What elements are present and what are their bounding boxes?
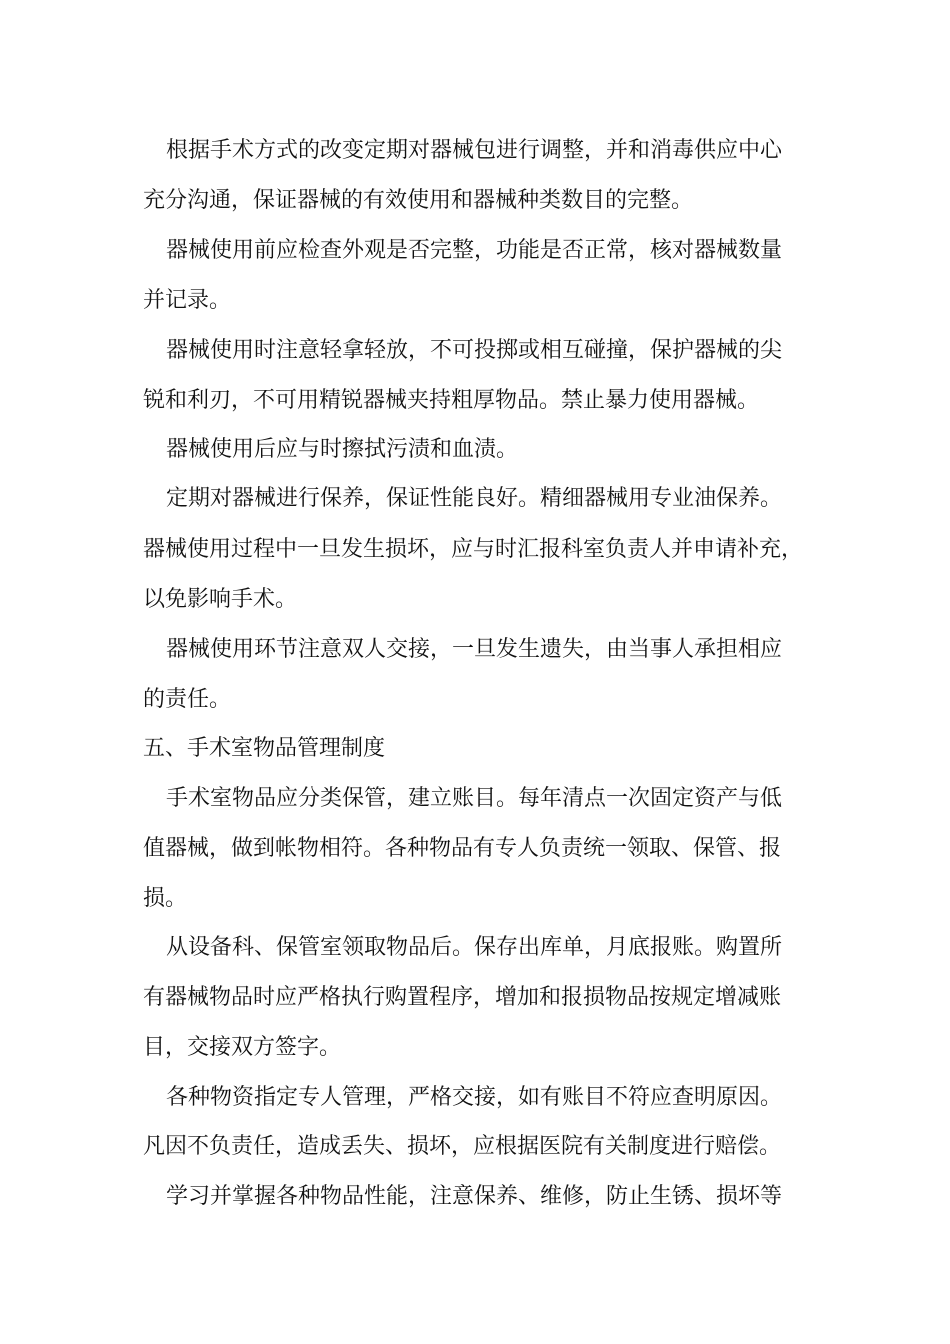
paragraph-line: 根据手术方式的改变定期对器械包进行调整，并和消毒供应中心 bbox=[166, 138, 783, 163]
paragraph-line: 凡因不负责任，造成丢失、损坏，应根据医院有关制度进行赔偿。 bbox=[143, 1134, 782, 1159]
paragraph-line: 以免影响手术。 bbox=[143, 587, 298, 612]
paragraph-line: 器械使用过程中一旦发生损坏，应与时汇报科室负责人并申请补充， bbox=[143, 537, 804, 562]
paragraph-line: 并记录。 bbox=[143, 288, 232, 313]
paragraph-line: 目，交接双方签字。 bbox=[143, 1035, 342, 1060]
paragraph-line: 充分沟通，保证器械的有效使用和器械种类数目的完整。 bbox=[143, 188, 694, 213]
paragraph-line: 锐和利刃，不可用精锐器械夹持粗厚物品。禁止暴力使用器械。 bbox=[143, 388, 760, 413]
paragraph-line: 器械使用环节注意双人交接，一旦发生遗失，由当事人承担相应 bbox=[166, 637, 783, 662]
paragraph-line: 值器械，做到帐物相符。各种物品有专人负责统一领取、保管、报 bbox=[143, 836, 782, 861]
section-heading: 五、手术室物品管理制度 bbox=[143, 736, 386, 761]
paragraph-line: 各种物资指定专人管理，严格交接，如有账目不符应查明原因。 bbox=[166, 1085, 783, 1110]
paragraph-line: 有器械物品时应严格执行购置程序，增加和报损物品按规定增减账 bbox=[143, 985, 782, 1010]
paragraph-line: 器械使用前应检查外观是否完整，功能是否正常，核对器械数量 bbox=[166, 238, 783, 263]
paragraph-line: 定期对器械进行保养，保证性能良好。精细器械用专业油保养。 bbox=[166, 486, 783, 511]
paragraph-line: 学习并掌握各种物品性能，注意保养、维修，防止生锈、损坏等 bbox=[166, 1184, 783, 1209]
paragraph-line: 器械使用时注意轻拿轻放，不可投掷或相互碰撞，保护器械的尖 bbox=[166, 338, 783, 363]
paragraph-line: 损。 bbox=[143, 886, 188, 911]
paragraph-line: 的责任。 bbox=[143, 687, 232, 712]
paragraph-line: 从设备科、保管室领取物品后。保存出库单，月底报账。购置所 bbox=[166, 935, 783, 960]
paragraph-line: 手术室物品应分类保管，建立账目。每年清点一次固定资产与低 bbox=[166, 786, 783, 811]
paragraph-line: 器械使用后应与时擦拭污渍和血渍。 bbox=[166, 437, 519, 462]
